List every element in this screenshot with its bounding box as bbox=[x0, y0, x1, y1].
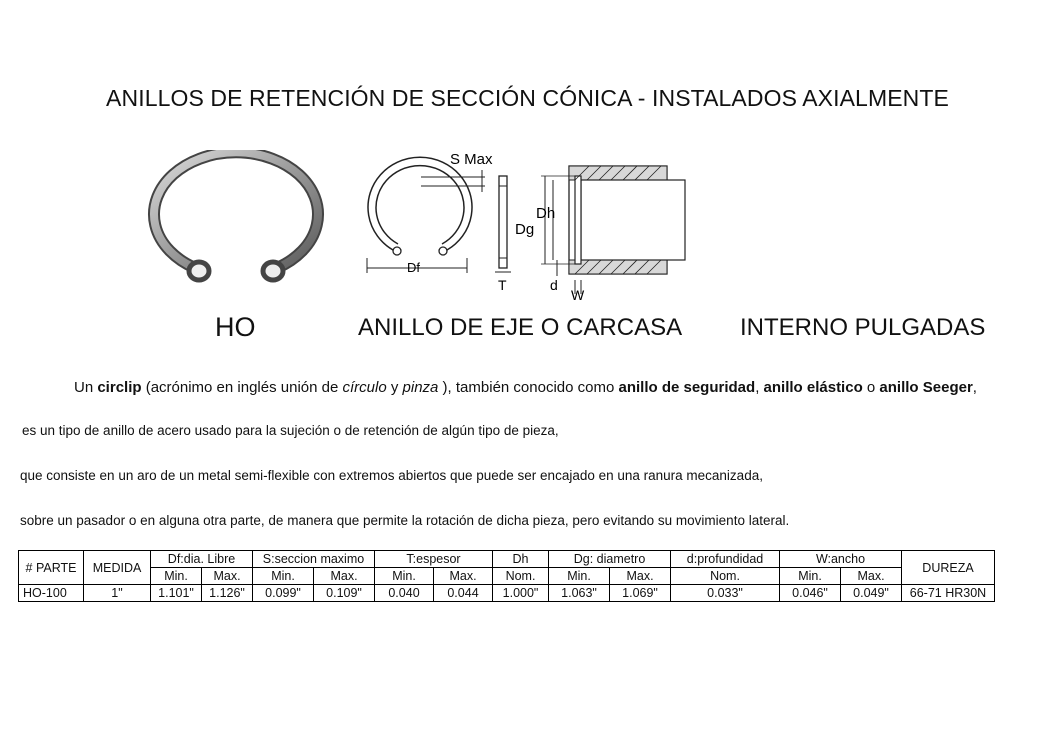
table-cell: 1.069" bbox=[610, 585, 671, 602]
sub-header: Max. bbox=[202, 568, 253, 585]
sub-header: Min. bbox=[780, 568, 841, 585]
text-span: y bbox=[386, 379, 403, 396]
sub-header: Nom. bbox=[493, 568, 549, 585]
sub-header: Max. bbox=[841, 568, 902, 585]
sub-header: Min. bbox=[549, 568, 610, 585]
d-label: d bbox=[550, 277, 558, 293]
sub-header: Max. bbox=[434, 568, 493, 585]
header-t: T:espesor bbox=[375, 551, 493, 568]
spec-table bbox=[18, 550, 995, 602]
text-span: o bbox=[862, 379, 880, 396]
header-dh: Dh bbox=[493, 551, 549, 568]
dimension-diagram bbox=[355, 140, 705, 305]
term-anillo-seguridad: anillo de seguridad bbox=[618, 379, 756, 396]
df-label: Df bbox=[407, 260, 420, 275]
term-pinza: pinza bbox=[402, 379, 439, 396]
term-anillo-elastico: anillo elástico bbox=[763, 379, 863, 396]
sub-header: Max. bbox=[610, 568, 671, 585]
table-cell: HO-100 bbox=[19, 585, 84, 602]
text-span: , bbox=[972, 379, 977, 396]
table-cell: 1.101" bbox=[151, 585, 202, 602]
table-row bbox=[19, 585, 995, 602]
table-cell: 0.040 bbox=[375, 585, 434, 602]
ring-type: ANILLO DE EJE O CARCASA bbox=[358, 314, 683, 341]
header-w: W:ancho bbox=[780, 551, 902, 568]
description-line-1 bbox=[74, 379, 977, 396]
t-label: T bbox=[498, 277, 507, 293]
term-circulo: círculo bbox=[342, 379, 387, 396]
table-cell: 66-71 HR30N bbox=[902, 585, 995, 602]
table-header-row bbox=[19, 551, 995, 568]
header-medida: MEDIDA bbox=[84, 551, 151, 585]
part-code: HO bbox=[215, 312, 256, 342]
dg-label: Dg bbox=[515, 221, 535, 238]
circlip-photo bbox=[145, 150, 330, 290]
text-span: ), también conocido como bbox=[438, 379, 619, 396]
table-cell: 1.063" bbox=[549, 585, 610, 602]
header-df: Df:dia. Libre bbox=[151, 551, 253, 568]
header-s: S:seccion maximo bbox=[253, 551, 375, 568]
table-cell: 0.099" bbox=[253, 585, 314, 602]
text-span: (acrónimo en inglés unión de bbox=[141, 379, 343, 396]
header-dg: Dg: diametro bbox=[549, 551, 671, 568]
sub-header: Min. bbox=[253, 568, 314, 585]
table-cell: 1.126" bbox=[202, 585, 253, 602]
sub-header: Min. bbox=[375, 568, 434, 585]
table-cell: 1" bbox=[84, 585, 151, 602]
table-cell: 0.049" bbox=[841, 585, 902, 602]
term-anillo-seeger: anillo Seeger bbox=[879, 379, 973, 396]
description-line-3: que consiste en un aro de un metal semi-flexible con extremos abiertos que puede ser encajado en una ranura mecanizada, bbox=[20, 468, 763, 483]
header-dureza: DUREZA bbox=[902, 551, 995, 585]
table-cell: 1.000" bbox=[493, 585, 549, 602]
w-label: W bbox=[571, 287, 585, 303]
description-line-2: es un tipo de anillo de acero usado para la sujeción o de retención de algún tipo de pieza, bbox=[22, 423, 559, 438]
page-title: ANILLOS DE RETENCIÓN DE SECCIÓN CÓNICA - INSTALADOS AXIALMENTE bbox=[106, 85, 949, 111]
description-line-4: sobre un pasador o en alguna otra parte, de manera que permite la rotación de dicha pieza, pero evitando su movimiento lateral. bbox=[20, 513, 790, 528]
sub-header: Min. bbox=[151, 568, 202, 585]
text-span: , bbox=[755, 379, 764, 396]
ring-series: INTERNO PULGADAS bbox=[740, 314, 986, 341]
header-d: d:profundidad bbox=[671, 551, 780, 568]
sub-header: Max. bbox=[314, 568, 375, 585]
table-cell: 0.044 bbox=[434, 585, 493, 602]
table-cell: 0.109" bbox=[314, 585, 375, 602]
table-cell: 0.046" bbox=[780, 585, 841, 602]
table-cell: 0.033" bbox=[671, 585, 780, 602]
sub-header: Nom. bbox=[671, 568, 780, 585]
table-subheader-row bbox=[19, 568, 995, 585]
dh-label: Dh bbox=[536, 205, 556, 222]
text-span: Un bbox=[74, 379, 98, 396]
header-parte: # PARTE bbox=[19, 551, 84, 585]
s-max-label: S Max bbox=[450, 151, 493, 168]
term-circlip: circlip bbox=[97, 379, 142, 396]
